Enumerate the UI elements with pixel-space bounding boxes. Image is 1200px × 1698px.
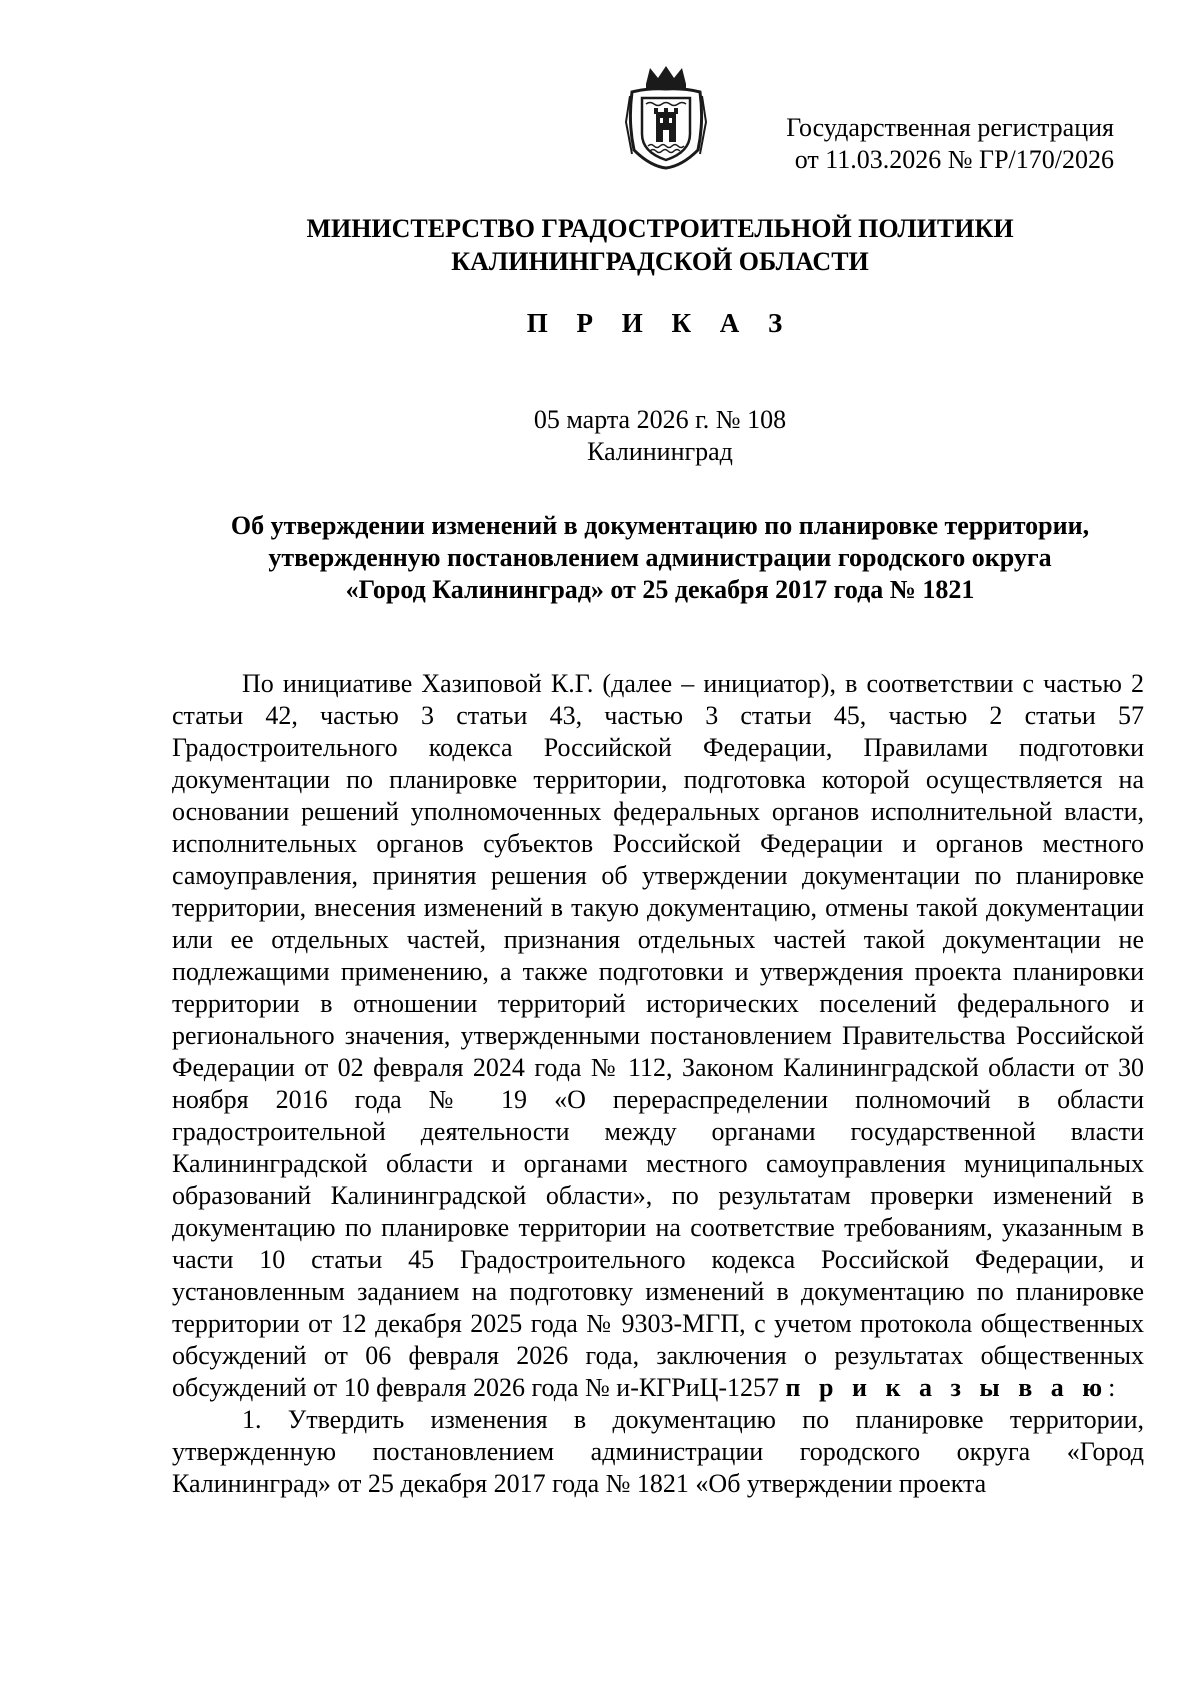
body-paragraph-item-1: 1. Утвердить изменения в документацию по планировке территории, утвержденную постановлением администрации городского округа «Город Калининград» от 25 декабря 2017 года № 1821 «Об утверждении проекта	[172, 1405, 1144, 1498]
order-title-line-2: утвержденную постановлением администрации городского округа	[268, 543, 1052, 572]
order-date-block	[60, 404, 1200, 468]
order-city: Калининград	[587, 437, 733, 466]
registration-stamp	[786, 112, 1114, 176]
ministry-line-2: КАЛИНИНГРАДСКОЙ ОБЛАСТИ	[451, 247, 869, 276]
order-verb: п р и к а з ы в а ю	[785, 1373, 1109, 1402]
ministry-line-1: МИНИСТЕРСТВО ГРАДОСТРОИТЕЛЬНОЙ ПОЛИТИКИ	[306, 214, 1014, 243]
order-title-line-3: «Город Калининград» от 25 декабря 2017 года № 1821	[345, 575, 975, 604]
document-type-heading: П Р И К А З	[526, 308, 794, 338]
preamble-text: По инициативе Хазиповой К.Г. (далее – инициатор), в соответствии с частью 2 статьи 42, частью 3 статьи 43, частью 3 статьи 45, частью 2 статьи 57 Градостроительного кодекса Российской Федерации, Правилами подготовки документации по планировке территории, подготовка которой осуществляется на основании решений уполномоченных федеральных органов исполнительной власти, исполнительных органов субъектов Российской Федерации и органов местного самоуправления, принятия решения об утверждении документации по планировке территории, внесения изменений в такую документацию, отмены такой документации или ее отдельных частей, признания отдельных частей такой документации не подлежащими применению, а также подготовки и утверждения проекта планировки территории в отношении территорий исторических поселений федерального и регионального значения, утвержденными постановлением Правительства Российской Федерации от 02 февраля 2024 года № 112, Законом Калининградской области от 30 ноября 2016 года № 19 «О перераспределении полномочий в области градостроительной деятельности между органами государственной власти Калининградской области и органами местного самоуправления муниципальных образований Калининградской области», по результатам проверки изменений в документацию по планировке территории на соответствие требованиям, указанным в части 10 статьи 45 Градостроительного кодекса Российской Федерации, и установленным заданием на подготовку изменений в документацию по планировке территории от 12 декабря 2025 года № 9303-МГП, с учетом протокола общественных обсуждений от 06 февраля 2026 года, заключения о результатах общественных обсуждений от 10 февраля 2026 года № и-КГРиЦ-1257	[172, 669, 1144, 1402]
registration-line-2: от 11.03.2026 № ГР/170/2026	[794, 145, 1114, 174]
body-paragraph-preamble	[172, 668, 1144, 1404]
order-verb-suffix: :	[1108, 1373, 1116, 1402]
order-body	[172, 668, 1144, 1500]
order-title	[60, 510, 1200, 606]
kaliningrad-coat-of-arms-icon	[624, 62, 708, 170]
order-date-number: 05 марта 2026 г. № 108	[533, 405, 787, 434]
ministry-name	[60, 212, 1200, 278]
registration-line-1: Государственная регистрация	[786, 113, 1114, 142]
order-title-line-1: Об утверждении изменений в документацию по планировке территории,	[230, 511, 1090, 540]
